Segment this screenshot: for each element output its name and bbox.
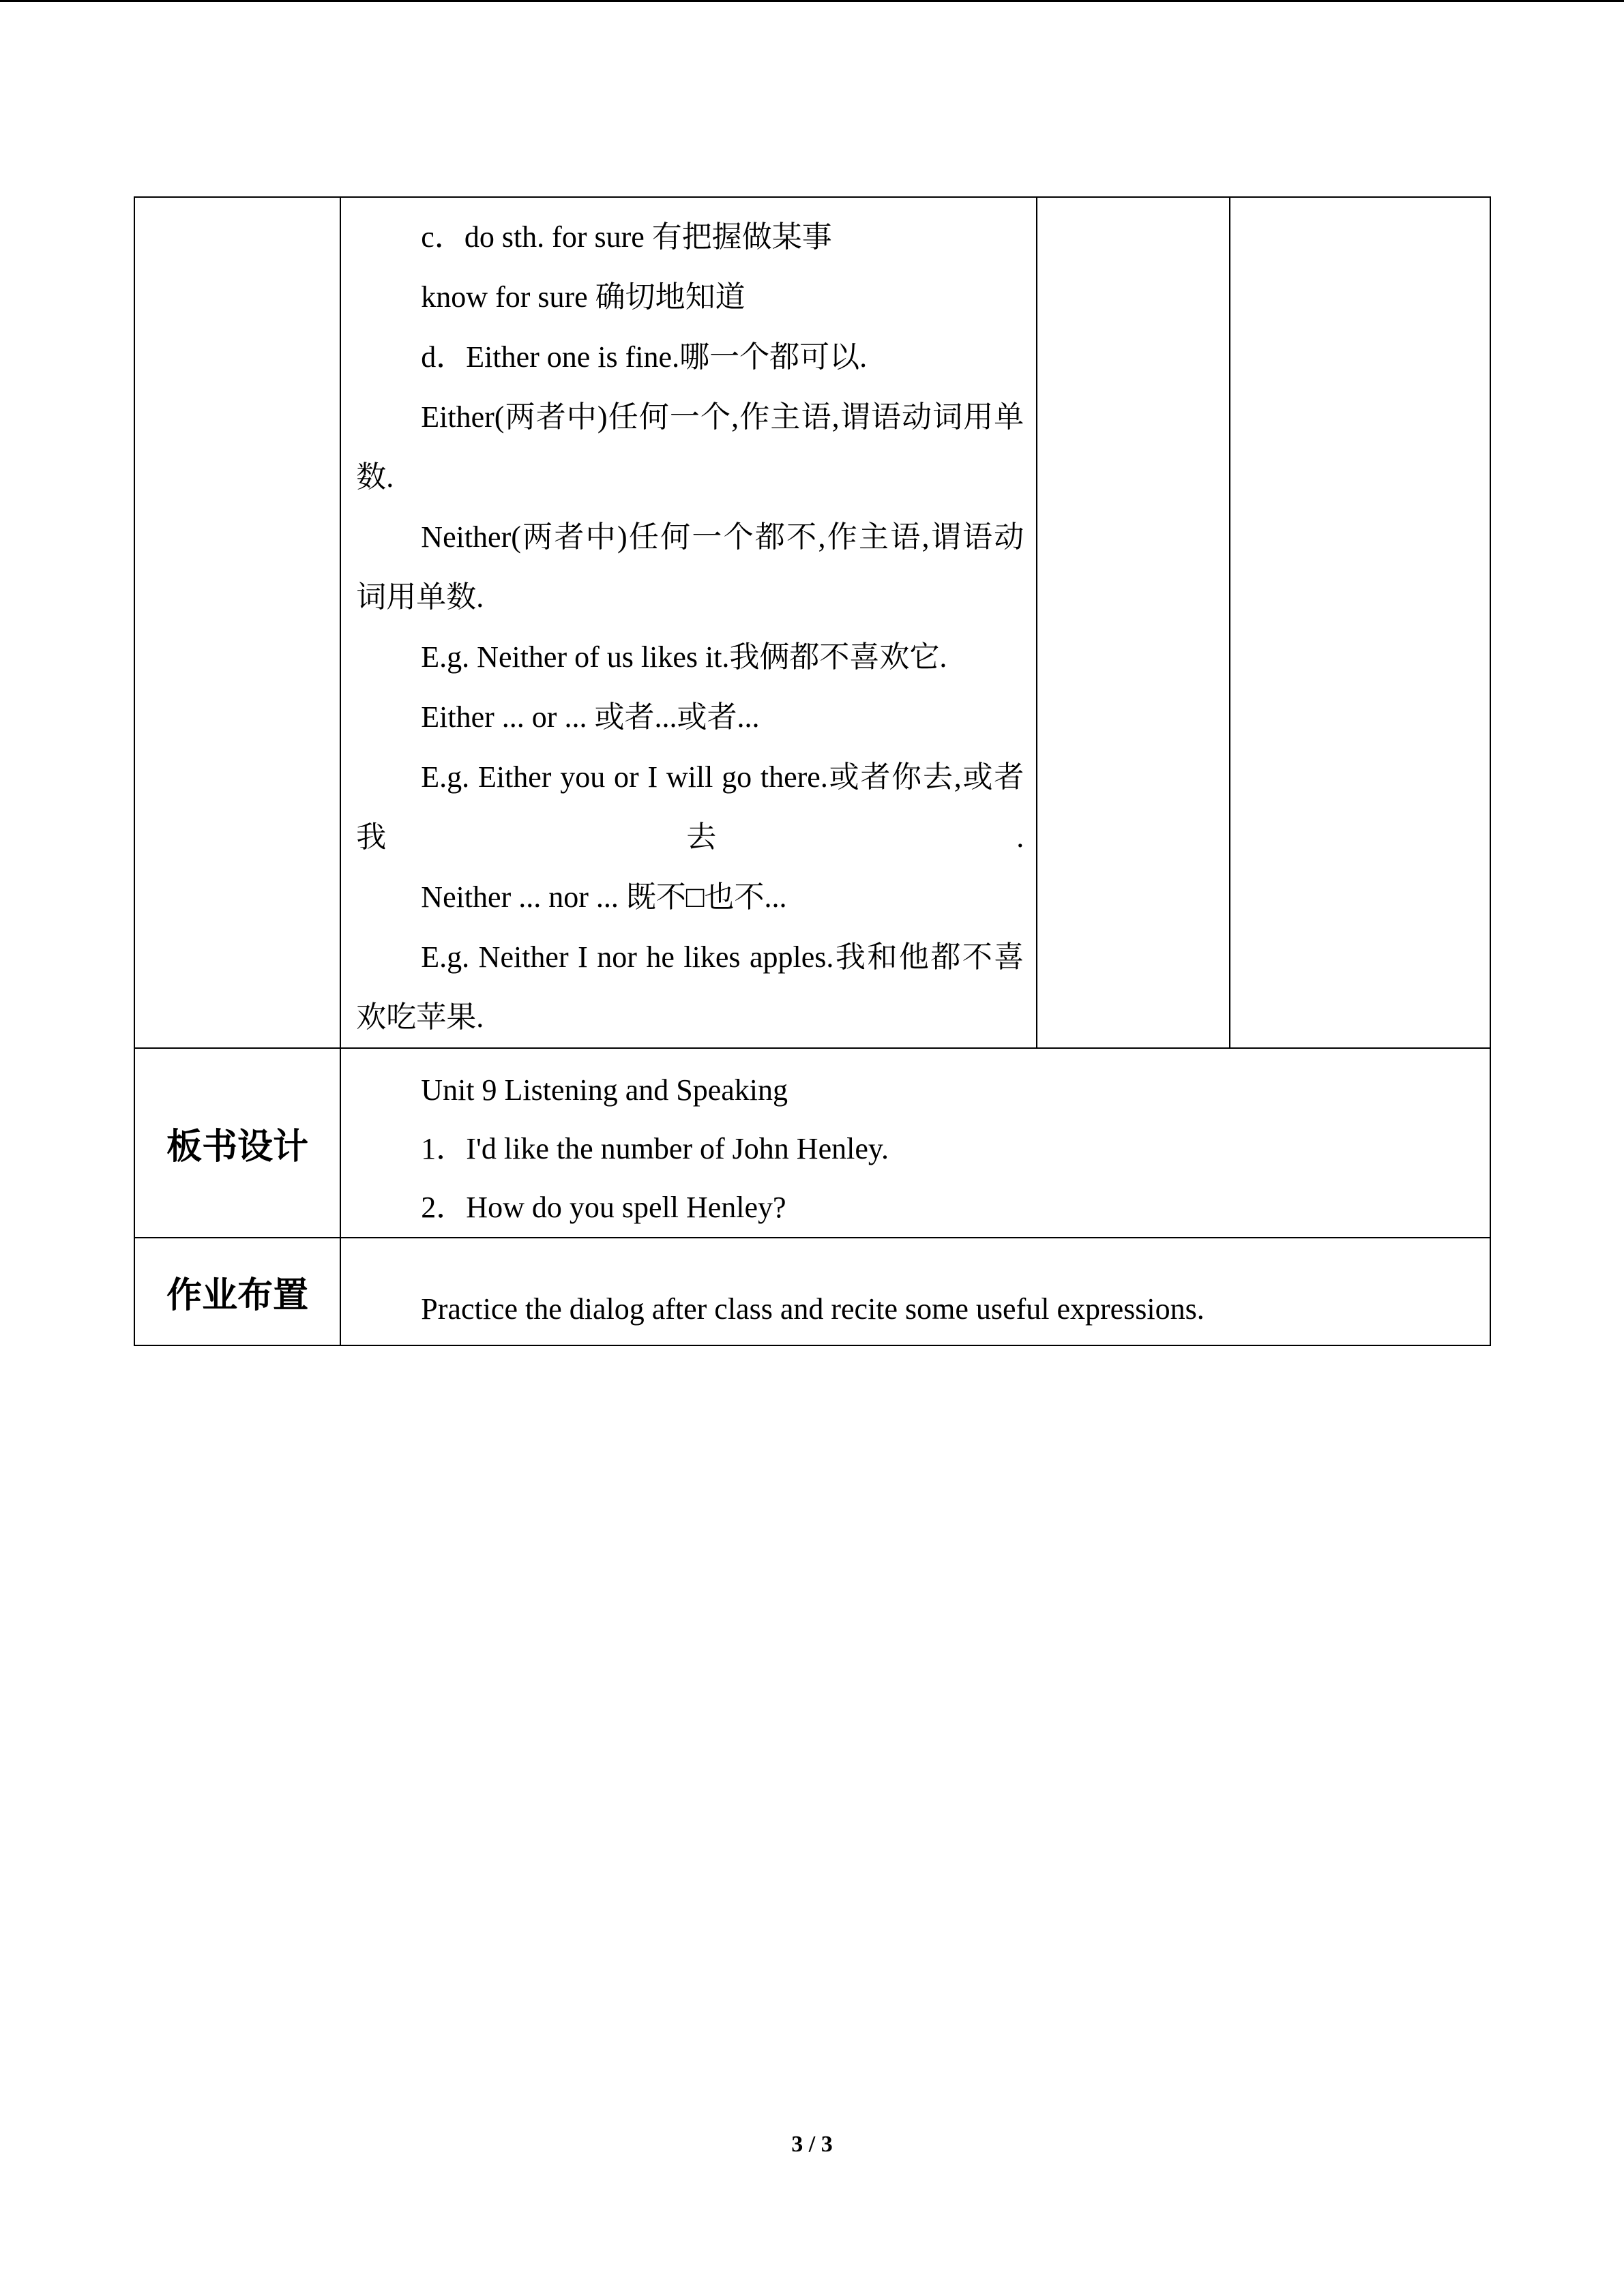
- note-line: Either ... or ... 或者...或者...: [421, 700, 760, 734]
- notes-cell: [340, 197, 1037, 1048]
- homework-text: Practice the dialog after class and recite some useful expressions.: [421, 1292, 1205, 1326]
- page-number: 3 / 3: [791, 2132, 833, 2157]
- homework-row: [134, 1238, 1490, 1345]
- note-line: Neither ... nor ... 既不□也不...: [421, 880, 787, 914]
- note-line: c．do sth. for sure 有把握做某事: [421, 220, 832, 254]
- empty-cell: [1037, 197, 1229, 1048]
- note-line: d．Either one is fine.哪一个都可以.: [421, 340, 868, 374]
- board-line: 1．I'd like the number of John Henley.: [421, 1132, 889, 1165]
- empty-cell: [1230, 197, 1490, 1048]
- lesson-plan-table: [134, 196, 1491, 1346]
- board-design-label: 板书设计: [134, 1048, 340, 1238]
- board-design-cell: [340, 1048, 1490, 1238]
- note-line: E.g. Neither of us likes it.我俩都不喜欢它.: [421, 640, 947, 674]
- homework-label: 作业布置: [134, 1238, 340, 1345]
- empty-label-cell: [134, 197, 340, 1048]
- note-line: know for sure 确切地知道: [421, 280, 745, 314]
- top-border-line: [0, 0, 1624, 2]
- note-line: E.g. Neither I nor he likes apples.我和他都不喜欢吃苹果.: [356, 940, 1024, 1034]
- board-line: Unit 9 Listening and Speaking: [421, 1073, 788, 1107]
- notes-row: [134, 197, 1490, 1048]
- board-design-row: [134, 1048, 1490, 1238]
- note-line: Neither(两者中)任何一个都不,作主语,谓语动词用单数.: [356, 520, 1024, 614]
- note-line: E.g. Either you or I will go there.或者你去,或者我去.: [356, 760, 1024, 854]
- note-line: Either(两者中)任何一个,作主语,谓语动词用单数.: [356, 400, 1024, 494]
- board-line: 2．How do you spell Henley?: [421, 1191, 786, 1224]
- homework-cell: [340, 1238, 1490, 1345]
